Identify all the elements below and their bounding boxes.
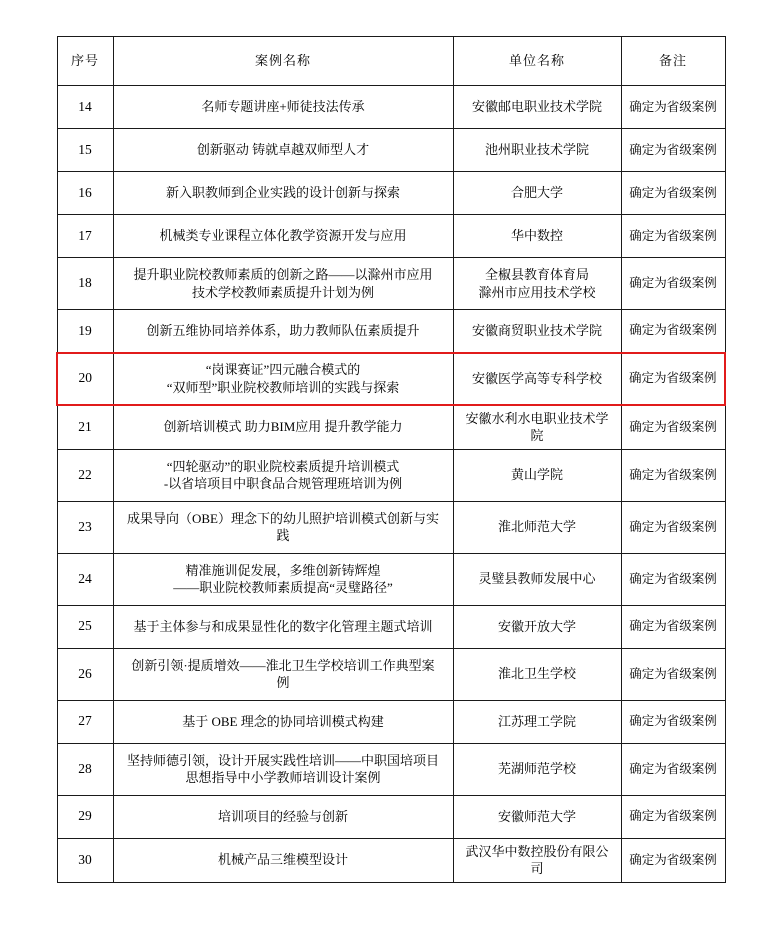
cell-case-name xyxy=(113,501,453,553)
cell-remark: 确定为省级案例 xyxy=(621,215,725,258)
cell-case-name xyxy=(113,838,453,882)
cell-remark: 确定为省级案例 xyxy=(621,129,725,172)
unit-name-line: 江苏理工学院 xyxy=(497,713,576,729)
case-name-line: 提升职业院校教师素质的创新之路——以滁州市应用 xyxy=(133,266,433,282)
cell-case-name xyxy=(113,795,453,838)
cell-unit-name xyxy=(453,795,621,838)
cell-sequence: 27 xyxy=(57,700,113,743)
cell-sequence: 25 xyxy=(57,605,113,648)
table-row xyxy=(57,605,725,648)
case-name-line: 创新引领·提质增效——淮北卫生学校培训工作典型案 xyxy=(131,657,435,673)
cases-table xyxy=(56,36,726,883)
cell-unit-name xyxy=(453,648,621,700)
cell-sequence: 29 xyxy=(57,795,113,838)
unit-name-line: 全椒县教育体育局 xyxy=(484,266,589,282)
column-header-remark: 备注 xyxy=(621,37,725,86)
cell-remark: 确定为省级案例 xyxy=(621,353,725,405)
cell-sequence: 28 xyxy=(57,743,113,795)
cell-remark: 确定为省级案例 xyxy=(621,86,725,129)
cell-sequence: 16 xyxy=(57,172,113,215)
cell-unit-name xyxy=(453,310,621,353)
cell-remark: 确定为省级案例 xyxy=(621,258,725,310)
table-row xyxy=(57,258,725,310)
table-row xyxy=(57,501,725,553)
case-name-line: “岗课赛证”四元融合模式的 xyxy=(205,361,361,377)
case-name-line: 创新驱动 铸就卓越双师型人才 xyxy=(196,142,370,158)
unit-name-line: 淮北卫生学校 xyxy=(497,666,576,682)
unit-name-line: 安徽医学高等专科学校 xyxy=(471,370,602,386)
cell-remark: 确定为省级案例 xyxy=(621,310,725,353)
table-header xyxy=(57,37,725,86)
cell-case-name xyxy=(113,310,453,353)
case-name-line: 名师专题讲座+师徒技法传承 xyxy=(201,99,365,115)
cell-sequence: 19 xyxy=(57,310,113,353)
cell-unit-name xyxy=(453,86,621,129)
table-row xyxy=(57,553,725,605)
cell-unit-name xyxy=(453,405,621,450)
case-name-line: 基于 OBE 理念的协同培训模式构建 xyxy=(182,713,384,729)
table-row xyxy=(57,795,725,838)
cell-case-name xyxy=(113,700,453,743)
cell-sequence: 14 xyxy=(57,86,113,129)
cell-case-name xyxy=(113,605,453,648)
cell-case-name xyxy=(113,553,453,605)
cell-unit-name xyxy=(453,700,621,743)
unit-name-line: 武汉华中数控股份有限公司 xyxy=(465,843,609,877)
table-row xyxy=(57,353,725,405)
case-name-line: ——职业院校教师素质提高“灵璧路径” xyxy=(173,580,393,596)
case-name-line: 基于主体参与和成果显性化的数字化管理主题式培训 xyxy=(133,618,433,634)
cell-unit-name xyxy=(453,172,621,215)
unit-name-line: 安徽邮电职业技术学院 xyxy=(471,99,602,115)
cell-case-name xyxy=(113,405,453,450)
table-row xyxy=(57,838,725,882)
cell-sequence: 30 xyxy=(57,838,113,882)
cell-case-name xyxy=(113,172,453,215)
table-body xyxy=(57,86,725,883)
case-name-line: “双师型”职业院校教师培训的实践与探索 xyxy=(166,379,400,395)
case-name-line: 创新培训模式 助力BIM应用 提升教学能力 xyxy=(163,419,403,435)
table-row xyxy=(57,743,725,795)
cell-case-name xyxy=(113,215,453,258)
cell-remark: 确定为省级案例 xyxy=(621,449,725,501)
unit-name-line: 淮北师范大学 xyxy=(497,519,576,535)
cell-case-name xyxy=(113,258,453,310)
cell-remark: 确定为省级案例 xyxy=(621,172,725,215)
case-name-line: 成果导向（OBE）理念下的幼儿照护培训模式创新与实 xyxy=(126,510,439,526)
cell-unit-name xyxy=(453,353,621,405)
case-name-line: 机械类专业课程立体化教学资源开发与应用 xyxy=(159,228,407,244)
unit-name-line: 安徽商贸职业技术学院 xyxy=(471,322,602,338)
cell-case-name xyxy=(113,743,453,795)
unit-name-line: 华中数控 xyxy=(510,228,563,244)
cell-sequence: 15 xyxy=(57,129,113,172)
cell-sequence: 21 xyxy=(57,405,113,450)
cell-unit-name xyxy=(453,838,621,882)
case-name-line: 技术学校教师素质提升计划为例 xyxy=(191,284,374,300)
table-row xyxy=(57,700,725,743)
column-header-seq: 序号 xyxy=(57,37,113,86)
case-name-line: 例 xyxy=(276,675,290,691)
cell-remark: 确定为省级案例 xyxy=(621,553,725,605)
cell-remark: 确定为省级案例 xyxy=(621,501,725,553)
cell-sequence: 20 xyxy=(57,353,113,405)
cell-case-name xyxy=(113,449,453,501)
table-container xyxy=(56,36,724,883)
unit-name-line: 池州职业技术学院 xyxy=(484,142,589,158)
table-row xyxy=(57,172,725,215)
case-name-line: 践 xyxy=(276,528,290,544)
cell-remark: 确定为省级案例 xyxy=(621,605,725,648)
case-name-line: 创新五维协同培养体系，助力教师队伍素质提升 xyxy=(146,322,420,338)
cell-unit-name xyxy=(453,605,621,648)
cell-remark: 确定为省级案例 xyxy=(621,648,725,700)
case-name-line: 坚持师德引领，设计开展实践性培训——中职国培项目 xyxy=(126,752,439,768)
unit-name-line: 黄山学院 xyxy=(510,467,563,483)
case-name-line: 精准施训促发展，多维创新铸辉煌 xyxy=(185,562,381,578)
cell-sequence: 24 xyxy=(57,553,113,605)
cell-unit-name xyxy=(453,743,621,795)
cell-sequence: 23 xyxy=(57,501,113,553)
table-row xyxy=(57,310,725,353)
table-row xyxy=(57,129,725,172)
cell-unit-name xyxy=(453,501,621,553)
unit-name-line: 安徽水利水电职业技术学院 xyxy=(465,410,609,444)
case-name-line: 新入职教师到企业实践的设计创新与探索 xyxy=(165,185,400,201)
column-header-unit-name: 单位名称 xyxy=(453,37,621,86)
cell-unit-name xyxy=(453,258,621,310)
unit-name-line: 安徽开放大学 xyxy=(497,618,576,634)
column-header-case-name: 案例名称 xyxy=(113,37,453,86)
cell-case-name xyxy=(113,353,453,405)
table-header-row xyxy=(57,37,725,86)
cell-case-name xyxy=(113,129,453,172)
unit-name-line: 灵璧县教师发展中心 xyxy=(478,571,596,587)
case-name-line: 培训项目的经验与创新 xyxy=(217,808,348,824)
table-row xyxy=(57,86,725,129)
cell-remark: 确定为省级案例 xyxy=(621,405,725,450)
case-name-line: -以省培项目中职食品合规管理班培训为例 xyxy=(163,476,403,492)
cell-unit-name xyxy=(453,129,621,172)
cell-remark: 确定为省级案例 xyxy=(621,838,725,882)
cell-remark: 确定为省级案例 xyxy=(621,795,725,838)
cell-unit-name xyxy=(453,553,621,605)
cell-sequence: 26 xyxy=(57,648,113,700)
cell-sequence: 22 xyxy=(57,449,113,501)
table-row xyxy=(57,405,725,450)
table-row xyxy=(57,449,725,501)
cell-sequence: 17 xyxy=(57,215,113,258)
cell-unit-name xyxy=(453,215,621,258)
case-name-line: 机械产品三维模型设计 xyxy=(217,852,348,868)
unit-name-line: 安徽师范大学 xyxy=(497,808,576,824)
table-row xyxy=(57,648,725,700)
cell-sequence: 18 xyxy=(57,258,113,310)
table-row xyxy=(57,215,725,258)
case-name-line: 思想指导中小学教师培训设计案例 xyxy=(185,770,381,786)
unit-name-line: 芜湖师范学校 xyxy=(497,761,576,777)
cell-unit-name xyxy=(453,449,621,501)
unit-name-line: 滁州市应用技术学校 xyxy=(478,284,596,300)
cell-remark: 确定为省级案例 xyxy=(621,743,725,795)
cell-case-name xyxy=(113,86,453,129)
cell-case-name xyxy=(113,648,453,700)
case-name-line: “四轮驱动”的职业院校素质提升培训模式 xyxy=(166,458,400,474)
unit-name-line: 合肥大学 xyxy=(510,185,563,201)
cell-remark: 确定为省级案例 xyxy=(621,700,725,743)
